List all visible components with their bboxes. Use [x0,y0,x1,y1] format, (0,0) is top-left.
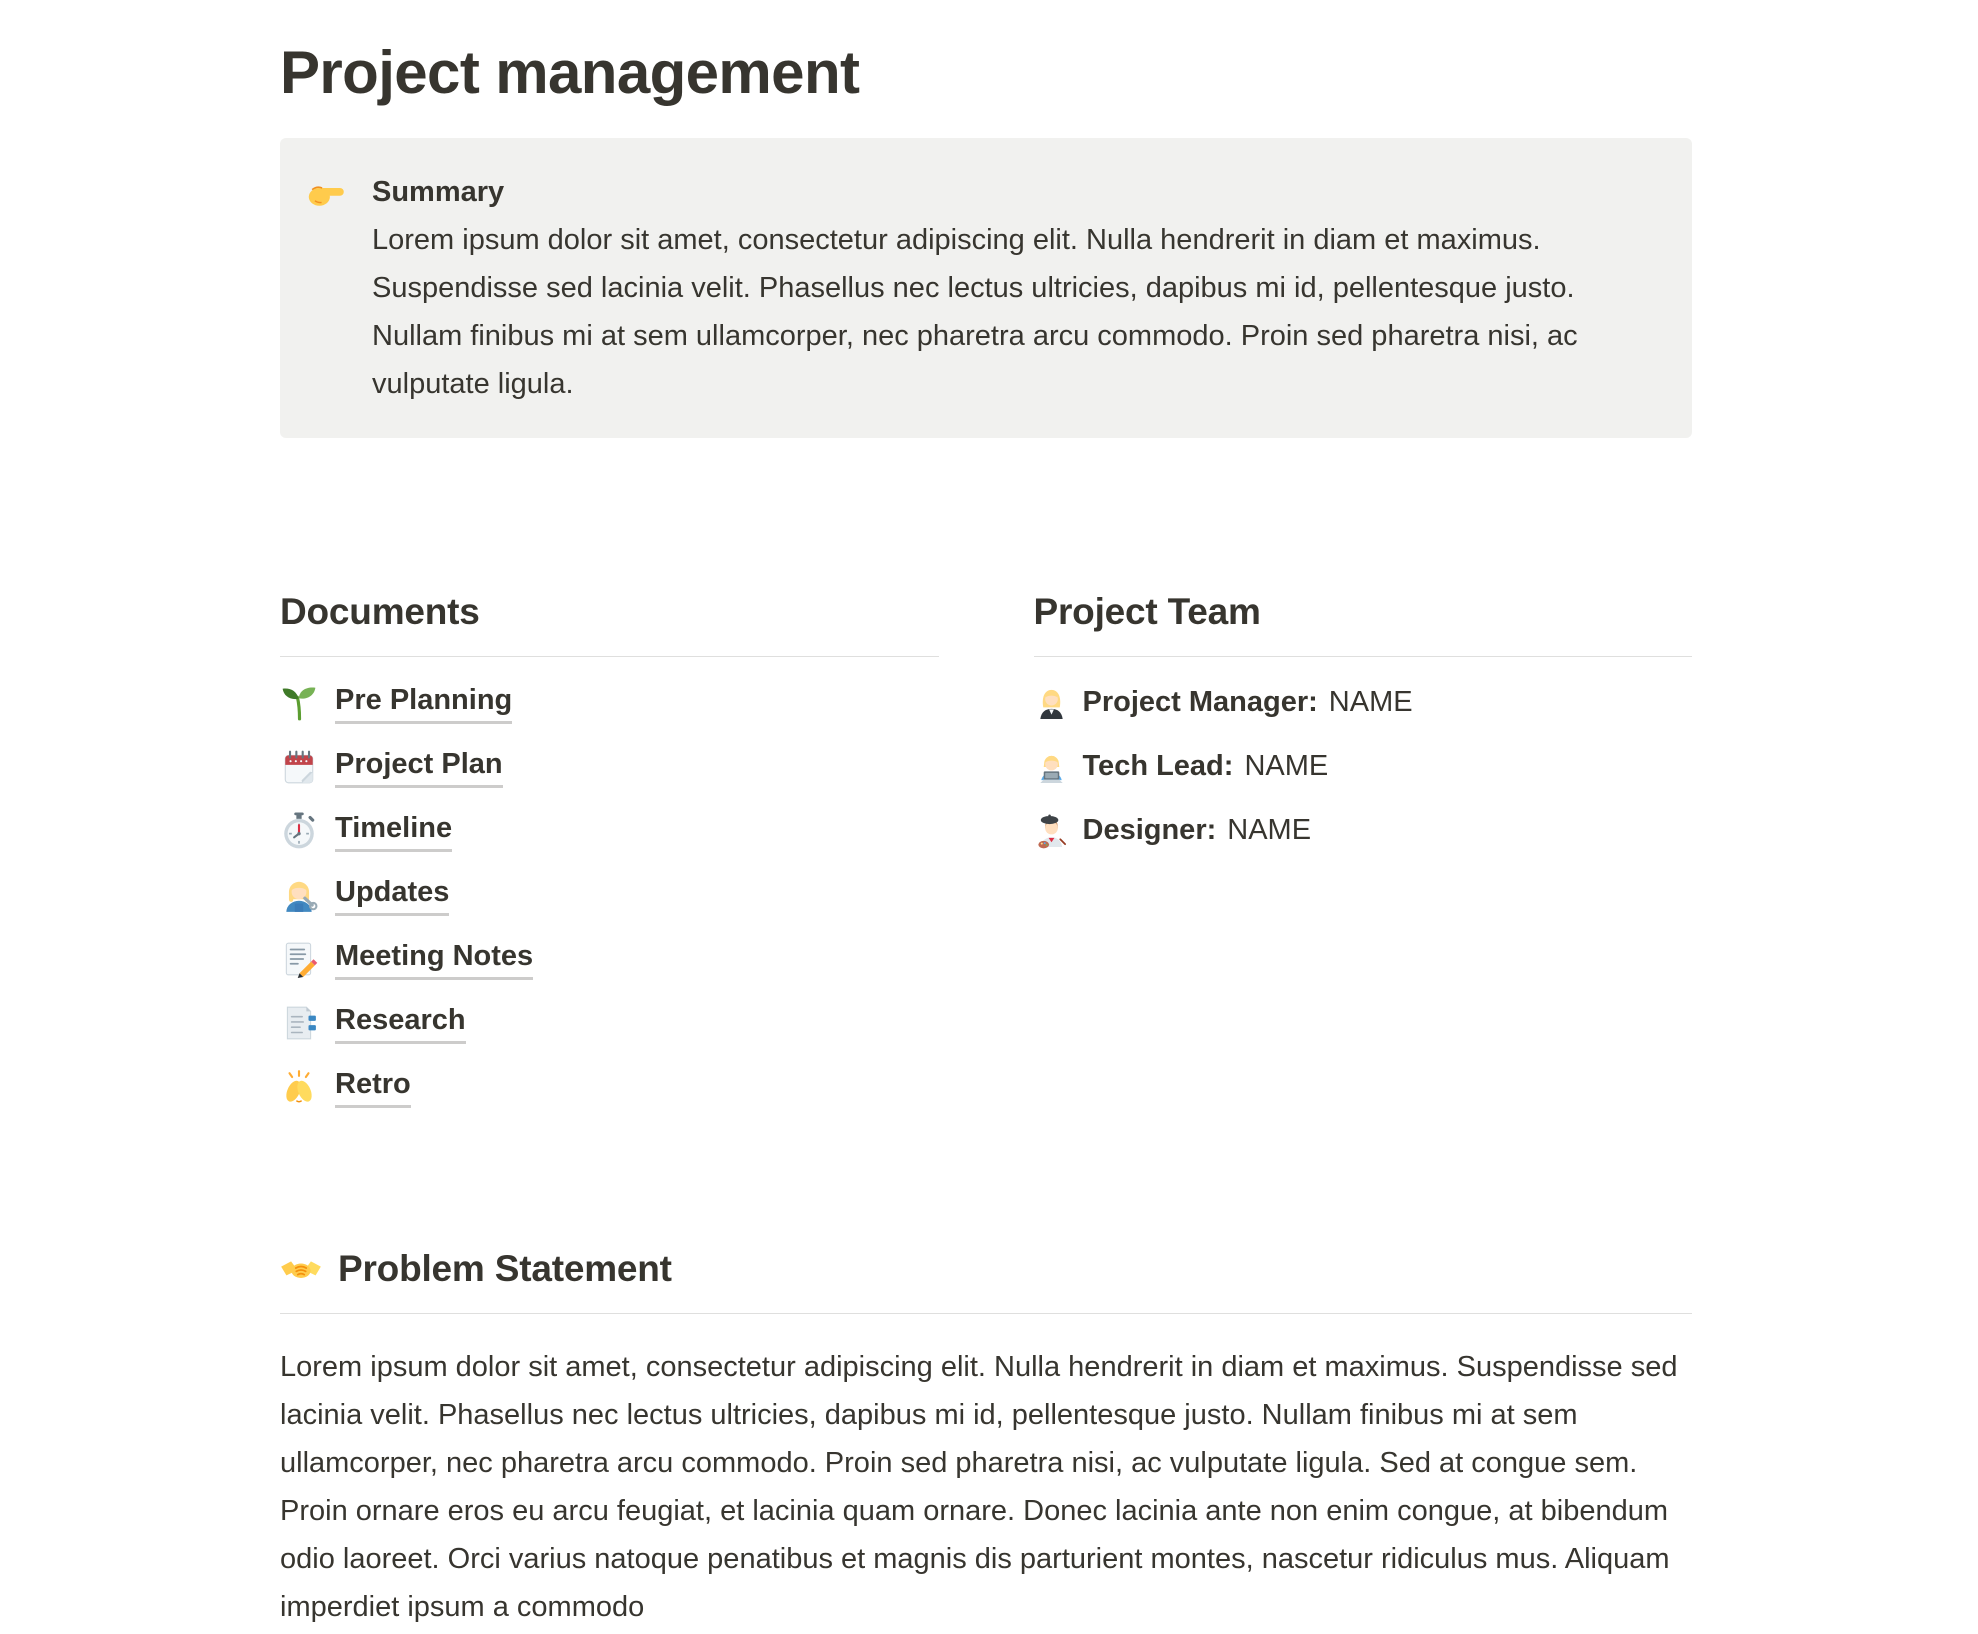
doc-link-timeline[interactable]: Timeline [335,810,452,853]
team-member-row [1034,671,1693,735]
list-item [280,1055,939,1119]
list-item [280,799,939,863]
project-team-list [1034,671,1693,863]
list-item [280,991,939,1055]
doc-link-research[interactable]: Research [335,1002,466,1045]
summary-title: Summary [372,176,505,208]
doc-link-meeting-notes[interactable]: Meeting Notes [335,938,533,981]
doc-link-updates[interactable]: Updates [335,874,449,917]
pointing-right-icon [306,173,346,213]
summary-body: Lorem ipsum dolor sit amet, consectetur adipiscing elit. Nulla hendrerit in diam et maximus. Suspendisse sed lacinia velit. Phasellus nec lectus ultricies, dapibus mi id, pellentesque justo. Nullam finibus mi at sem ullamcorper, nec pharetra arcu commodo. Proin sed pharetra nisi, ac vulputate ligula. [372,224,1578,400]
list-item [280,735,939,799]
problem-statement-section [280,1245,1692,1631]
handshake-icon [280,1248,322,1290]
man-artist-icon [1034,814,1069,849]
team-member-role: Tech Lead: [1082,750,1234,783]
page-title: Project management [280,39,860,106]
summary-callout [280,138,1692,438]
summary-callout-content [372,168,1587,408]
problem-statement-body: Lorem ipsum dolor sit amet, consectetur adipiscing elit. Nulla hendrerit in diam et maximus. Suspendisse sed lacinia velit. Phasellus nec lectus ultricies, dapibus mi id, pellentesque justo. Nullam finibus mi at sem ullamcorper, nec pharetra arcu commodo. Proin sed pharetra nisi, ac vulputate ligula. Sed at congue sem. Proin ornare eros eu arcu feugiat, et lacinia quam ornare. Donec lacinia ante non enim congue, at bibendum odio laoreet. Orci varius natoque penatibus et magnis dis parturient montes, nascetur ridiculus mus. Aliquam imperdiet ipsum a commodo [280,1351,1678,1624]
project-team-column [1034,588,1693,1119]
seedling-icon [280,684,318,722]
list-item [280,671,939,735]
problem-statement-heading [280,1245,1692,1314]
team-member-row [1034,799,1693,863]
stopwatch-icon [280,812,318,850]
list-item [280,927,939,991]
list-item [280,863,939,927]
woman-mechanic-icon [280,876,318,914]
project-team-heading: Project Team [1034,588,1693,657]
two-column-layout [280,588,1692,1119]
team-member-row [1034,735,1693,799]
bookmark-tabs-icon [280,1004,318,1042]
documents-list [280,671,939,1119]
documents-heading: Documents [280,588,939,657]
spiral-calendar-icon [280,748,318,786]
clapping-hands-icon [280,1068,318,1106]
team-member-name: NAME [1227,814,1312,847]
team-member-role: Designer: [1082,814,1217,847]
man-technologist-icon [1034,750,1069,785]
doc-link-pre-planning[interactable]: Pre Planning [335,682,512,725]
documents-column [280,588,939,1119]
team-member-name: NAME [1328,686,1413,719]
doc-link-retro[interactable]: Retro [335,1066,411,1109]
team-member-role: Project Manager: [1082,686,1318,719]
problem-statement-title: Problem Statement [338,1248,672,1290]
memo-icon [280,940,318,978]
doc-link-project-plan[interactable]: Project Plan [335,746,503,789]
woman-office-worker-icon [1034,686,1069,721]
team-member-name: NAME [1244,750,1329,783]
